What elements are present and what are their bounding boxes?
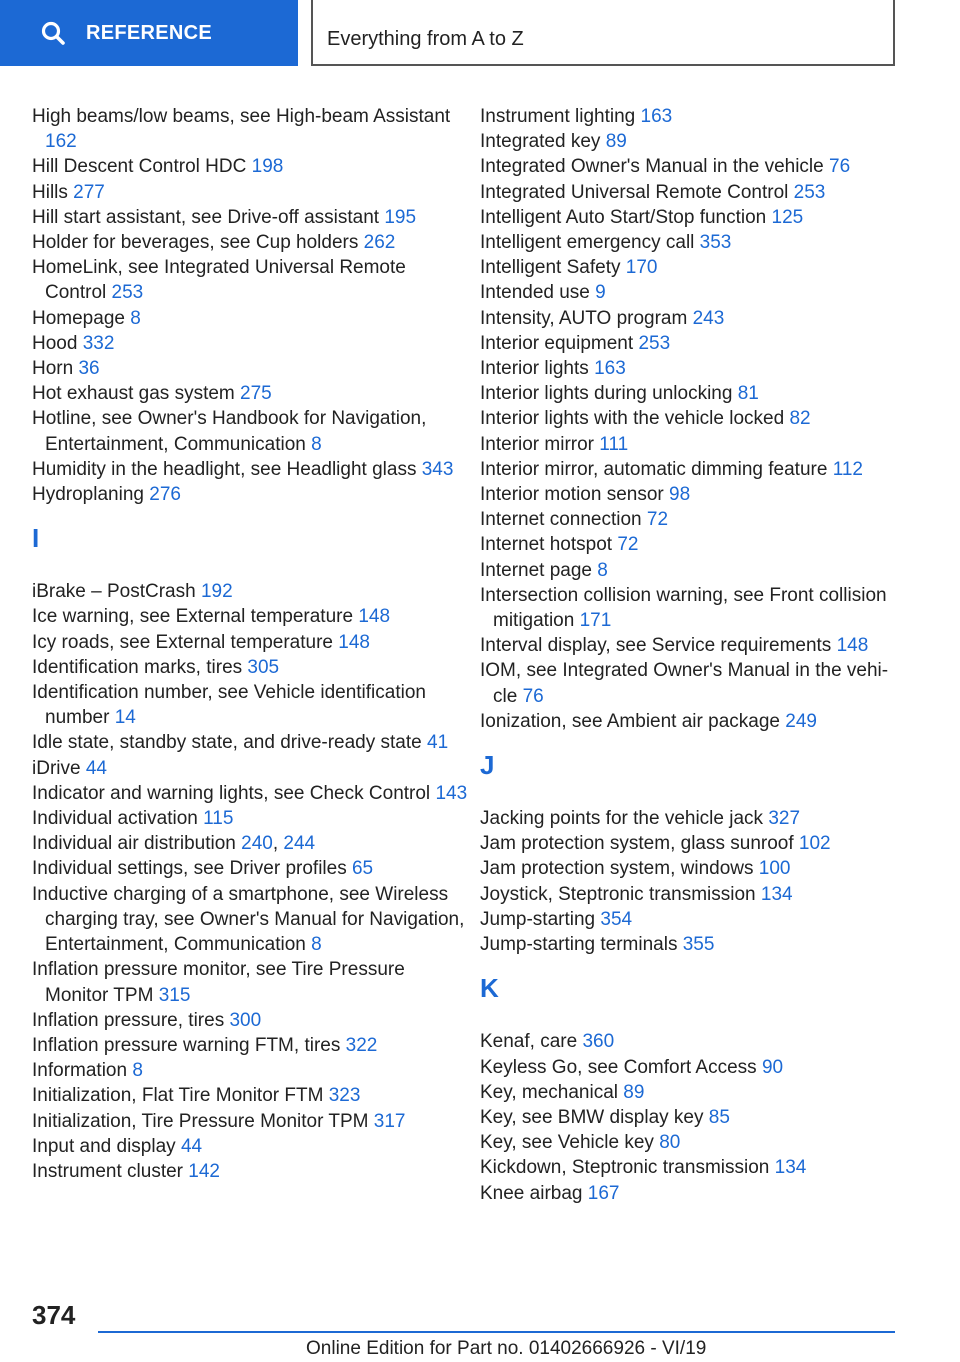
index-entry-text: Hills	[32, 181, 68, 203]
page-link[interactable]: 195	[384, 206, 417, 228]
page-header	[0, 0, 960, 66]
page-link[interactable]: 36	[78, 358, 100, 380]
index-entry-text: Information	[32, 1060, 128, 1082]
index-entry	[32, 882, 472, 958]
index-entry-text: Hydroplaning	[32, 484, 144, 506]
edition-note: Online Edition for Part no. 01402666926 - VI/19	[306, 1338, 707, 1359]
page-link[interactable]: 72	[646, 509, 669, 531]
reference-tab[interactable]	[0, 0, 298, 66]
index-entry-text: Hood	[32, 332, 78, 354]
index-letter-heading: J	[480, 750, 495, 781]
index-entry	[32, 381, 472, 406]
page-link[interactable]: 41	[427, 732, 449, 754]
index-entry-text: Kickdown, Steptronic transmission	[480, 1157, 770, 1179]
index-entry	[480, 856, 900, 881]
page-link[interactable]: 353	[699, 232, 732, 254]
page-link[interactable]: 148	[358, 606, 391, 628]
page-link[interactable]: 8	[132, 1060, 143, 1082]
index-entry-text: High beams/low beams, see High-beam Assistant	[32, 106, 451, 127]
index-entry-text: Icy roads, see External temperature	[32, 631, 333, 653]
index-entry-text: Individual activation	[32, 808, 198, 830]
index-letter-heading: K	[480, 973, 499, 1004]
index-entry	[32, 630, 472, 655]
index-entry	[480, 1105, 900, 1130]
page-link[interactable]: 89	[605, 131, 627, 153]
page-link[interactable]: 323	[328, 1085, 361, 1107]
index-entry-text: Input and display	[32, 1135, 176, 1157]
index-entry	[480, 507, 900, 532]
index-entry-text: Interior lights with the vehicle locked	[480, 408, 785, 430]
index-entry	[32, 356, 472, 381]
index-entry	[480, 831, 900, 856]
index-entry-text: iBrake – PostCrash	[32, 581, 196, 603]
index-entry	[480, 882, 900, 907]
index-entry-text: Jacking points for the vehicle jack	[480, 808, 764, 830]
page-link[interactable]: 315	[158, 984, 191, 1006]
index-entry	[480, 583, 900, 633]
index-entry	[480, 356, 900, 381]
index-entry-text: Inflation pressure warning FTM, tires	[32, 1034, 341, 1056]
page-link[interactable]: 327	[768, 808, 801, 830]
index-entry-text: Inflation pressure, tires	[32, 1009, 225, 1031]
index-column-right	[480, 104, 900, 1206]
index-entry	[480, 1181, 900, 1206]
index-entry	[480, 306, 900, 331]
index-entry	[480, 709, 900, 734]
index-entry	[480, 1055, 900, 1080]
page-link[interactable]: 44	[180, 1135, 203, 1157]
index-entry-text: Integrated key	[480, 131, 601, 153]
index-entry-text: Idle state, standby state, and drive-ready state	[32, 732, 422, 754]
page-link[interactable]: 244	[283, 833, 316, 855]
index-entry-text: IOM, see Integrated Owner's Manual in the vehicle	[480, 660, 889, 707]
index-entry-text: iDrive	[32, 757, 81, 779]
index-entry-text: Interior mirror, automatic dimming feature	[480, 458, 828, 480]
footer-divider	[98, 1331, 895, 1333]
index-entry	[32, 781, 472, 806]
index-entry-text: Joystick, Steptronic transmission	[480, 883, 756, 905]
index-entry-text: Inductive charging of a smartphone, see Wireless charging tray, see Owner's Manual for Navigation, Entertainment, Communication	[32, 883, 465, 956]
page-link[interactable]: 300	[229, 1009, 262, 1031]
index-entry-text: Ionization, see Ambient air package	[480, 710, 780, 732]
index-entry	[480, 633, 900, 658]
index-entry	[480, 381, 900, 406]
page-link[interactable]: 275	[240, 383, 272, 405]
index-entry	[32, 406, 472, 456]
index-entry	[32, 655, 472, 680]
index-entry-text: Interior equipment	[480, 332, 634, 354]
page-link[interactable]: 332	[82, 332, 115, 354]
index-entry-text: Inflation pressure monitor, see Tire Pressure Monitor TPM	[32, 959, 405, 1006]
page-link[interactable]: 76	[522, 685, 544, 707]
page-link[interactable]: 8	[311, 433, 322, 455]
index-entry	[480, 255, 900, 280]
index-entry	[480, 482, 900, 507]
index-entry-text: Instrument cluster	[32, 1160, 183, 1182]
index-entry	[480, 532, 900, 557]
index-entry	[480, 1155, 900, 1180]
index-entry	[480, 104, 900, 129]
index-entry-text: Individual air distribution	[32, 833, 236, 855]
page-link[interactable]: 148	[338, 631, 370, 653]
page-link[interactable]: 142	[188, 1160, 220, 1182]
page-link[interactable]: 72	[617, 534, 639, 556]
page-link[interactable]: 148	[836, 635, 869, 657]
index-entry	[32, 205, 472, 230]
index-entry	[480, 129, 900, 154]
page-link[interactable]: 253	[111, 282, 144, 304]
index-entry-text: Horn	[32, 358, 74, 380]
index-entry-text: Integrated Universal Remote Control	[480, 181, 789, 203]
index-entry	[480, 154, 900, 179]
section-title: Everything from A to Z	[311, 0, 895, 66]
index-entry-text: Instrument lighting	[480, 106, 636, 127]
index-entry	[32, 306, 472, 331]
index-entry-text: Interior lights	[480, 358, 589, 380]
index-entry-text: Hill start assistant, see Drive-off assistant	[32, 206, 380, 228]
page-link[interactable]: 82	[789, 408, 811, 430]
index-entry-text: Jam protection system, glass sunroof	[480, 833, 794, 855]
index-entry-text: Homepage	[32, 307, 125, 329]
index-entry	[32, 255, 472, 305]
index-entry	[32, 1134, 472, 1159]
index-entry	[32, 331, 472, 356]
page-link[interactable]: 262	[363, 232, 396, 254]
index-entry: Individual air distribution 240, 244	[32, 833, 316, 855]
index-entry-text: Intelligent Auto Start/Stop function	[480, 206, 767, 228]
index-entry	[32, 482, 472, 507]
index-entry-text: Identification marks, tires	[32, 656, 243, 678]
index-entry-text: Interior lights during unlocking	[480, 383, 733, 405]
index-entry	[480, 205, 900, 230]
index-entry	[32, 1033, 472, 1058]
index-entry	[480, 806, 900, 831]
page-link[interactable]: 102	[798, 833, 831, 855]
page-link[interactable]: 134	[774, 1157, 807, 1179]
page-link[interactable]: 100	[758, 858, 791, 880]
index-entry	[32, 1109, 472, 1134]
index-entry-text: Indicator and warning lights, see Check Control	[32, 782, 431, 804]
index-entry	[480, 1080, 900, 1105]
page-link[interactable]: 360	[582, 1031, 615, 1053]
index-entry-text: Hot exhaust gas system	[32, 383, 235, 405]
index-entry	[480, 1029, 900, 1054]
page-link[interactable]: 125	[771, 206, 804, 228]
index-entry	[480, 907, 900, 932]
index-entry	[480, 658, 900, 708]
page-link[interactable]: 111	[599, 433, 629, 455]
index-entry	[480, 331, 900, 356]
page-link[interactable]: 192	[200, 581, 233, 603]
page-number: 374	[32, 1300, 76, 1330]
page-link[interactable]: 163	[594, 358, 626, 380]
page-link[interactable]: 163	[640, 106, 673, 127]
page-link[interactable]: 44	[85, 757, 107, 779]
page-link[interactable]: 115	[203, 808, 234, 830]
page-link[interactable]: 355	[682, 934, 715, 956]
index-entry	[32, 756, 472, 781]
index-entry	[32, 230, 472, 255]
index-entry	[480, 432, 900, 457]
index-entry-text: Initialization, Tire Pressure Monitor TPM	[32, 1110, 369, 1132]
index-entry	[32, 154, 472, 179]
index-entry	[32, 730, 472, 755]
page-link[interactable]: 198	[251, 156, 284, 178]
index-entry-text: Intensity, AUTO program	[480, 307, 688, 329]
page-link[interactable]: 253	[793, 181, 826, 203]
index-entry	[480, 180, 900, 205]
page-link[interactable]: 243	[692, 307, 725, 329]
index-entry-text: Integrated Owner's Manual in the vehicle	[480, 156, 824, 178]
page-link[interactable]: 343	[421, 458, 454, 480]
index-entry	[32, 104, 472, 154]
reference-label: REFERENCE	[86, 21, 213, 44]
index-entry-text: Holder for beverages, see Cup holders	[32, 232, 359, 254]
index-entry-text: Interior motion sensor	[480, 484, 664, 506]
index-entry-text: Intelligent emergency call	[480, 232, 695, 254]
index-entry	[480, 230, 900, 255]
index-entry-text: Internet hotspot	[480, 534, 613, 556]
page-link[interactable]: 354	[600, 908, 633, 930]
page-link[interactable]: 276	[149, 484, 181, 506]
page-link[interactable]: 14	[114, 707, 136, 729]
page-link[interactable]: 305	[247, 656, 280, 678]
index-entry-text: Hill Descent Control HDC	[32, 156, 247, 178]
page-link[interactable]: 80	[659, 1132, 681, 1154]
index-entry	[480, 406, 900, 431]
index-entry-text: Individual settings, see Driver profiles	[32, 858, 347, 880]
index-entry-text: Hotline, see Owner's Handbook for Navigation, Entertainment, Communication	[32, 408, 427, 455]
index-entry-text: Intelligent Safety	[480, 257, 621, 279]
page-link[interactable]: 112	[832, 458, 863, 480]
index-letter-heading: I	[32, 523, 40, 554]
index-entry	[32, 1159, 472, 1184]
index-entry-text: Jump-starting terminals	[480, 934, 678, 956]
index-entry-text: Key, see Vehicle key	[480, 1132, 654, 1154]
index-entry-text: Key, mechanical	[480, 1081, 618, 1103]
index-entry-text: HomeLink, see Integrated Universal Remote Control	[32, 257, 406, 304]
index-entry-text: Jam protection system, windows	[480, 858, 754, 880]
page-link[interactable]: 253	[638, 332, 671, 354]
page-link[interactable]: 90	[761, 1056, 784, 1078]
index-entry-text: Intersection collision warning, see Front collision mitigation	[480, 584, 887, 632]
page-link[interactable]: 322	[345, 1034, 378, 1056]
index-entry	[32, 1058, 472, 1083]
search-icon	[40, 20, 66, 46]
index-entry	[32, 180, 472, 205]
index-entry-text: Identification number, see Vehicle identification number	[32, 682, 426, 729]
page-link[interactable]: 65	[351, 858, 374, 880]
page-link[interactable]: 240	[241, 833, 273, 855]
index-entry-text: Ice warning, see External temperature	[32, 606, 354, 628]
page-link[interactable]: 9	[595, 282, 606, 304]
index-entry	[480, 457, 900, 482]
index-entry-text: Interval display, see Service requirements	[480, 635, 832, 657]
index-entry-text: Keyless Go, see Comfort Access	[480, 1056, 757, 1078]
index-entry-text: Initialization, Flat Tire Monitor FTM	[32, 1085, 324, 1107]
index-entry	[32, 957, 472, 1007]
index-entry-text: Jump-starting	[480, 908, 596, 930]
index-entry-text: Interior mirror	[480, 433, 595, 455]
page-link[interactable]: 167	[587, 1182, 620, 1204]
index-entry-text: Internet connection	[480, 509, 642, 531]
page-link[interactable]: 277	[73, 181, 105, 203]
index-entry	[32, 457, 472, 482]
index-entry-text: Knee airbag	[480, 1182, 583, 1204]
page-link[interactable]: 98	[669, 484, 691, 506]
index-entry	[480, 558, 900, 583]
page-link[interactable]: 8	[311, 934, 322, 956]
page-link[interactable]: 89	[623, 1081, 645, 1103]
page-link[interactable]: 8	[597, 559, 608, 581]
index-column-left	[32, 104, 472, 1184]
index-entry-text: Internet page	[480, 559, 592, 581]
index-entry	[32, 806, 472, 831]
index-entry	[32, 1083, 472, 1108]
page-link[interactable]: 134	[760, 883, 793, 905]
page-link[interactable]: 81	[737, 383, 759, 405]
page-link[interactable]: 85	[708, 1106, 730, 1128]
index-entry	[480, 280, 900, 305]
page-link[interactable]: 249	[785, 710, 817, 732]
index-entry	[480, 932, 900, 957]
page-link[interactable]: 76	[829, 156, 851, 178]
index-entry-text: Kenaf, care	[480, 1031, 578, 1053]
index-entry-text: Humidity in the headlight, see Headlight glass	[32, 458, 417, 480]
page-link[interactable]: 317	[373, 1110, 406, 1132]
page-link[interactable]: 8	[130, 307, 141, 329]
index-entry-text: Intended use	[480, 282, 590, 304]
index-entry	[32, 604, 472, 629]
index-entry-text: Key, see BMW display key	[480, 1106, 704, 1128]
index-entry	[32, 856, 472, 881]
index-entry	[32, 680, 472, 730]
index-entry	[32, 1008, 472, 1033]
index-entry	[32, 579, 472, 604]
page-link[interactable]: 170	[625, 257, 658, 279]
page-link[interactable]: 162	[45, 131, 77, 153]
page-link[interactable]: 143	[435, 782, 468, 804]
index-entry	[480, 1130, 900, 1155]
page-link[interactable]: 171	[579, 610, 612, 632]
